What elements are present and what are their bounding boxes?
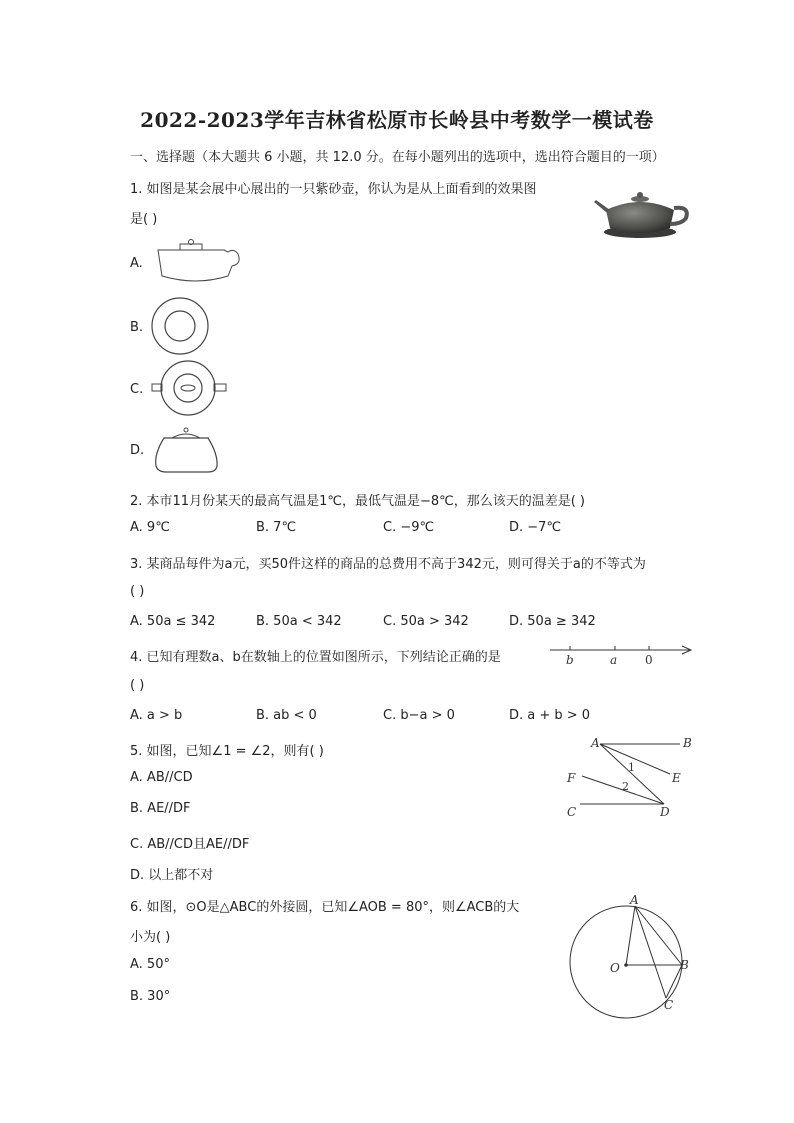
- q2-option-a: A. 9℃: [130, 520, 170, 535]
- q1-option-c: C.: [130, 382, 144, 397]
- fig5-label-a: A: [591, 736, 600, 750]
- q4-option-b: B. ab < 0: [256, 708, 317, 723]
- fig5-label-b: B: [683, 736, 692, 750]
- q1-option-b: B.: [130, 320, 144, 335]
- q1-option-a-figure: [150, 238, 242, 288]
- section-heading: 一、选择题（本大题共 6 小题，共 12.0 分。在每小题列出的选项中，选出符合题目的一项）: [130, 150, 665, 165]
- fig6-label-a: A: [630, 893, 639, 907]
- q5-option-c: C. AB//CD且AE//DF: [130, 837, 250, 852]
- parallel-lines-figure: [560, 732, 700, 822]
- q5-stem: 5. 如图，已知∠1 = ∠2，则有( ): [130, 744, 324, 759]
- fig6-label-c: C: [664, 998, 674, 1012]
- q3-stem-line1: 3. 某商品每件为a元，买50件这样的商品的总费用不高于342元，则可得关于a的不等式为: [130, 557, 646, 572]
- q1-stem-line2: 是( ): [130, 212, 158, 227]
- fig6-label-b: B: [680, 958, 689, 972]
- q1-option-d: D.: [130, 443, 145, 458]
- circle-figure: [560, 892, 700, 1020]
- q2-option-c: C. −9℃: [383, 520, 435, 535]
- q1-option-c-figure: [148, 358, 230, 420]
- number-line-figure: [548, 640, 698, 670]
- q4-option-c: C. b−a > 0: [383, 708, 455, 723]
- axis-label-b: b: [566, 653, 574, 667]
- q2-stem: 2. 本市11月份某天的最高气温是1℃，最低气温是−8℃，那么该天的温差是( ): [130, 494, 585, 509]
- fig5-label-f: F: [567, 771, 576, 785]
- q4-stem-line1: 4. 已知有理数a、b在数轴上的位置如图所示，下列结论正确的是: [130, 650, 501, 665]
- fig5-label-c: C: [567, 805, 577, 819]
- q6-option-b: B. 30°: [130, 989, 171, 1004]
- q4-stem-line2: ( ): [130, 678, 145, 693]
- q2-option-d: D. −7℃: [509, 520, 562, 535]
- q4-option-a: A. a > b: [130, 708, 183, 723]
- q1-option-b-figure: [150, 296, 212, 358]
- fig5-angle-2: 2: [622, 780, 629, 793]
- q3-option-b: B. 50a < 342: [256, 614, 342, 629]
- page-title: 2022-2023学年吉林省松原市长岭县中考数学一模试卷: [140, 108, 654, 132]
- fig5-angle-1: 1: [628, 761, 635, 774]
- q1-option-a: A.: [130, 256, 143, 271]
- q4-option-d: D. a + b > 0: [509, 708, 591, 723]
- fig5-label-e: E: [672, 771, 681, 785]
- q6-stem-line2: 小为( ): [130, 930, 171, 945]
- fig6-label-o: O: [610, 961, 620, 975]
- q6-option-a: A. 50°: [130, 957, 170, 972]
- q1-option-d-figure: [150, 426, 222, 474]
- q2-option-b: B. 7℃: [256, 520, 297, 535]
- q1-stem-line1: 1. 如图是某会展中心展出的一只紫砂壶，你认为是从上面看到的效果图: [130, 182, 537, 197]
- q6-stem-line1: 6. 如图，⊙O是△ABC的外接圆，已知∠AOB = 80°，则∠ACB的大: [130, 900, 520, 915]
- q3-stem-line2: ( ): [130, 584, 145, 599]
- axis-label-a: a: [610, 653, 618, 667]
- q3-option-d: D. 50a ≥ 342: [509, 614, 596, 629]
- q5-option-d: D. 以上都不对: [130, 868, 214, 883]
- q5-option-a: A. AB//CD: [130, 770, 193, 785]
- teapot-photo: [590, 180, 692, 242]
- q3-option-a: A. 50a ≤ 342: [130, 614, 216, 629]
- axis-label-zero: 0: [645, 653, 653, 667]
- q5-option-b: B. AE//DF: [130, 801, 191, 816]
- fig5-label-d: D: [660, 805, 670, 819]
- q3-option-c: C. 50a > 342: [383, 614, 469, 629]
